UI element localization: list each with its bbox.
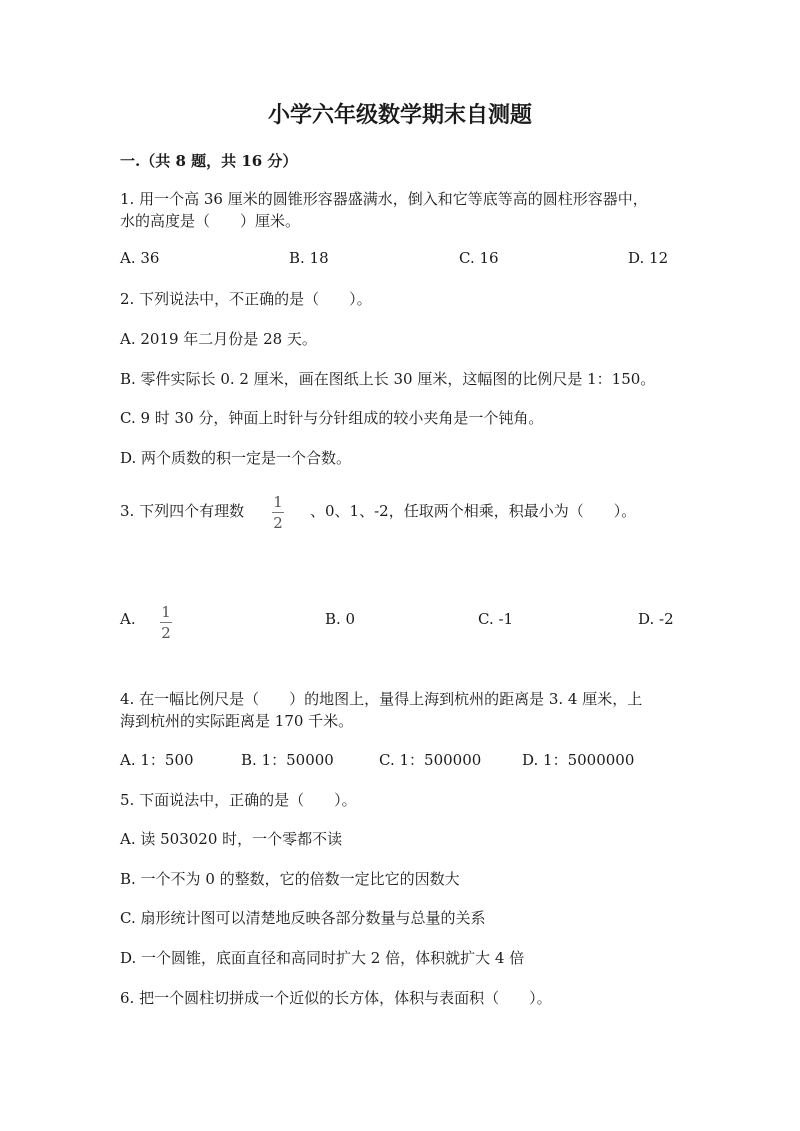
q5-stem: 5. 下面说法中，正确的是（ ）。 [120,791,357,809]
section-heading: 一.（共 8 题，共 16 分） [120,152,298,170]
q2-option-d: D. 两个质数的积一定是一个合数。 [120,449,352,467]
q4-option-d: D. 1：5000000 [522,751,635,769]
q3-option-a-fraction [160,604,172,641]
q1-option-a: A. 36 [120,249,160,267]
q3-option-d: D. -2 [638,610,674,628]
q3-stem-after: 、0、1、-2，任取两个相乘，积最小为（ ）。 [310,502,637,520]
q3-option-a-label: A. [120,610,136,628]
q5-option-a: A. 读 503020 时，一个零都不读 [120,830,343,848]
q2-option-c: C. 9 时 30 分，钟面上时针与分针组成的较小夹角是一个钝角。 [120,409,544,427]
fraction-bar [160,622,172,623]
q3-option-a-numerator: 1 [161,603,171,621]
q4-option-c: C. 1：500000 [379,751,482,769]
q3-option-a-denominator: 2 [161,624,171,642]
q1-option-c: C. 16 [459,249,499,267]
q2-stem: 2. 下列说法中，不正确的是（ ）。 [120,290,372,308]
q1-option-b: B. 18 [289,249,329,267]
q3-option-c: C. -1 [478,610,514,628]
page-title: 小学六年级数学期末自测题 [267,102,532,128]
q1-stem-line1: 1. 用一个高 36 厘米的圆锥形容器盛满水，倒入和它等底等高的圆柱形容器中， [120,190,648,208]
q3-fraction-denominator: 2 [273,514,283,532]
q3-fraction-numerator: 1 [273,493,283,511]
q5-option-b: B. 一个不为 0 的整数，它的倍数一定比它的因数大 [120,870,460,888]
q2-option-b: B. 零件实际长 0. 2 厘米，画在图纸上长 30 厘米，这幅图的比例尺是 1：150。 [120,370,656,388]
q4-option-a: A. 1：500 [120,751,194,769]
q4-stem-line2: 海到杭州的实际距离是 170 千米。 [120,712,354,730]
q1-stem-line2: 水的高度是（ ）厘米。 [120,212,301,230]
q4-stem-line1: 4. 在一幅比例尺是（ ）的地图上，量得上海到杭州的距离是 3. 4 厘米，上 [120,690,643,708]
q6-stem: 6. 把一个圆柱切拼成一个近似的长方体，体积与表面积（ ）。 [120,989,552,1007]
fraction-bar [272,512,284,513]
q5-option-c: C. 扇形统计图可以清楚地反映各部分数量与总量的关系 [120,909,486,927]
q3-option-b: B. 0 [325,610,356,628]
q3-fraction [272,494,284,531]
q5-option-d: D. 一个圆锥，底面直径和高同时扩大 2 倍，体积就扩大 4 倍 [120,949,525,967]
q3-stem-before: 3. 下列四个有理数 [120,502,245,520]
q2-option-a: A. 2019 年二月份是 28 天。 [120,330,317,348]
q1-option-d: D. 12 [628,249,669,267]
q4-option-b: B. 1：50000 [241,751,334,769]
